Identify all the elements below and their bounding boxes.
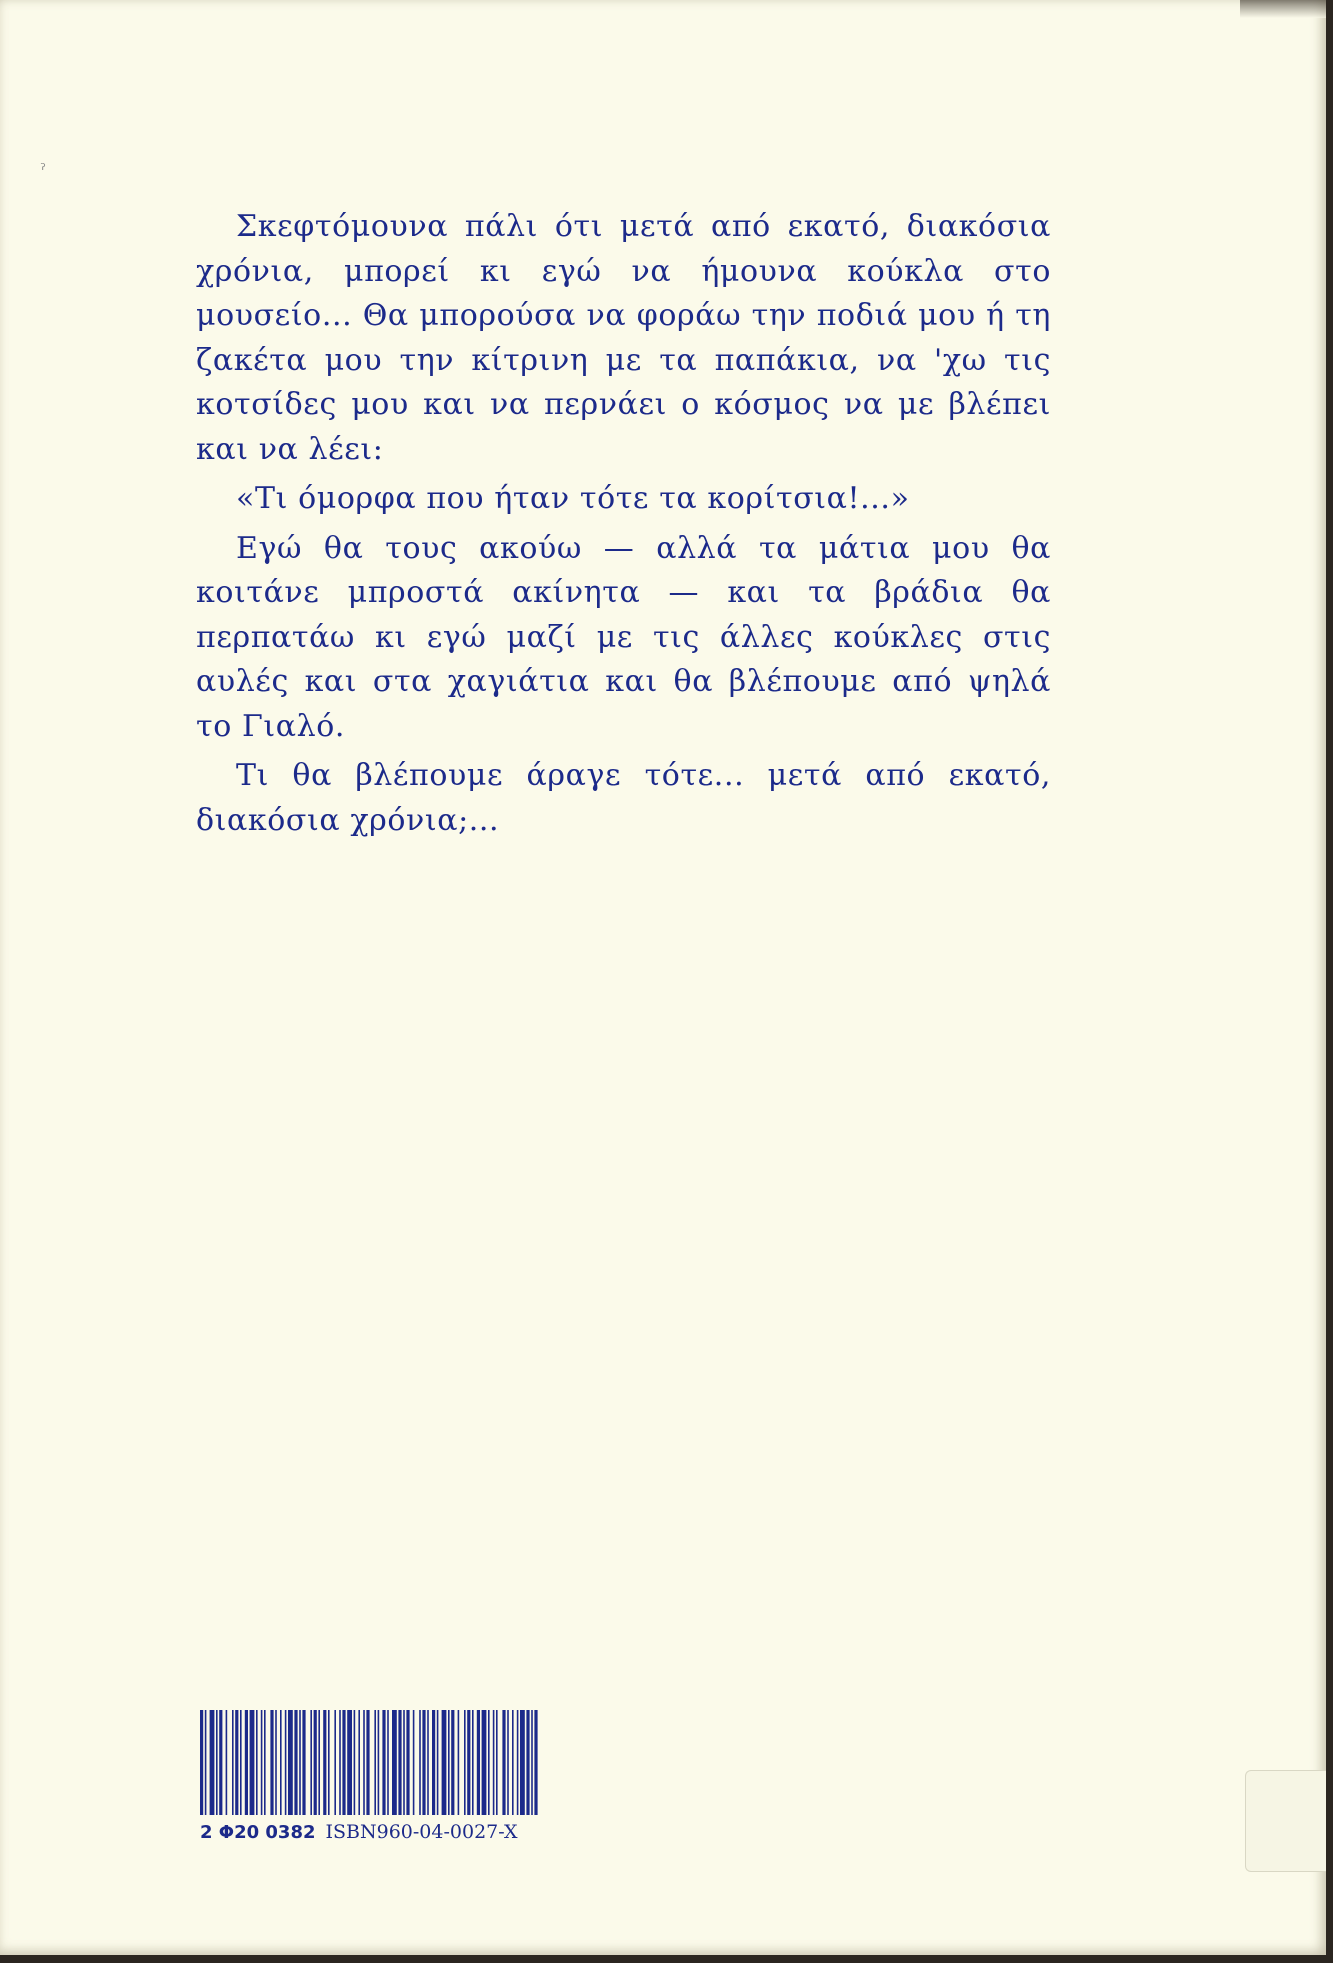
barcode-bar xyxy=(437,1710,439,1815)
barcode-bar xyxy=(354,1710,356,1815)
barcode-bar xyxy=(387,1710,389,1815)
barcode-bar xyxy=(270,1710,273,1815)
barcode-bar xyxy=(496,1710,498,1815)
barcode-bar xyxy=(534,1710,537,1815)
barcode-bar xyxy=(288,1710,293,1815)
barcode-bar xyxy=(403,1710,405,1815)
blurb-text xyxy=(196,205,1051,848)
price-sticker-remnant xyxy=(1245,1770,1326,1872)
barcode-bar xyxy=(427,1710,429,1815)
barcode-bar xyxy=(210,1710,215,1815)
isbn-text: ISBN960-04-0027-X xyxy=(325,1821,518,1843)
barcode-bar xyxy=(512,1710,514,1815)
barcode-bar xyxy=(216,1710,218,1815)
barcode-bar xyxy=(256,1710,258,1815)
barcode-bar xyxy=(314,1710,317,1815)
barcode-bar xyxy=(507,1710,509,1815)
blurb-paragraph-4: Τι θα βλέπουμε άραγε τότε... μετά από εκατό, διακόσια χρόνια;... xyxy=(196,758,1051,838)
barcode-bar xyxy=(422,1710,425,1815)
barcode-bar xyxy=(413,1710,415,1815)
barcode-bar xyxy=(250,1710,255,1815)
barcode-bar xyxy=(285,1710,287,1815)
barcode-bar xyxy=(458,1710,460,1815)
barcode-bar xyxy=(464,1710,466,1815)
blurb-paragraph-3: Εγώ θα τους ακούω — αλλά τα μάτια μου θα κοιτάνε μπροστά ακίνητα — και τα βράδια θα περπατάω κι εγώ μαζί με τις άλλες κούκλες στις αυλές και στα χαγιάτια και θα βλέπουμε από ψηλά το Γιαλό. xyxy=(196,530,1051,744)
barcode-bar xyxy=(482,1710,487,1815)
barcode-bar xyxy=(472,1710,474,1815)
barcode-bar xyxy=(488,1710,490,1815)
barcode-bar xyxy=(302,1710,305,1815)
barcode-bar xyxy=(240,1710,242,1815)
barcode-bar xyxy=(467,1710,470,1815)
barcode-icon xyxy=(200,1710,540,1815)
barcode-bar xyxy=(398,1710,401,1815)
barcode-bar xyxy=(374,1710,376,1815)
barcode-bar xyxy=(363,1710,365,1815)
barcode-bar xyxy=(358,1710,360,1815)
barcode-bar xyxy=(477,1710,480,1815)
barcode-bar xyxy=(520,1710,525,1815)
barcode-bar xyxy=(347,1710,352,1815)
barcode-bar xyxy=(232,1710,234,1815)
barcode-block xyxy=(200,1710,550,1843)
barcode-bar xyxy=(226,1710,228,1815)
blurb-paragraph-2: «Τι όμορφα που ήταν τότε τα κορίτσια!...» xyxy=(236,481,910,516)
barcode-bar xyxy=(323,1710,326,1815)
barcode-bar xyxy=(275,1710,277,1815)
barcode-bar xyxy=(339,1710,341,1815)
barcode-bar xyxy=(392,1710,397,1815)
barcode-bar xyxy=(517,1710,519,1815)
barcode-bar xyxy=(294,1710,297,1815)
barcode-bar xyxy=(334,1710,336,1815)
barcode-bar xyxy=(502,1710,505,1815)
barcode-bar xyxy=(366,1710,369,1815)
barcode-code-number: 2 Φ20 0382 xyxy=(200,1822,316,1843)
barcode-bar xyxy=(310,1710,312,1815)
barcode-bar xyxy=(526,1710,529,1815)
paper-speck: ˀ xyxy=(40,160,46,179)
barcode-bar xyxy=(205,1710,207,1815)
barcode-bar xyxy=(235,1710,238,1815)
barcode-bar xyxy=(318,1710,320,1815)
barcode-bar xyxy=(448,1710,450,1815)
cover-wear-edge xyxy=(1240,0,1326,18)
barcode-bar xyxy=(382,1710,385,1815)
barcode-bar xyxy=(451,1710,454,1815)
barcode-bar xyxy=(264,1710,266,1815)
barcode-bar xyxy=(261,1710,263,1815)
barcode-bar xyxy=(200,1710,203,1815)
barcode-caption xyxy=(200,1821,550,1843)
barcode-bar xyxy=(280,1710,282,1815)
barcode-bar xyxy=(432,1710,435,1815)
barcode-bar xyxy=(342,1710,345,1815)
barcode-bar xyxy=(442,1710,447,1815)
barcode-bar xyxy=(328,1710,330,1815)
barcode-bar xyxy=(406,1710,409,1815)
barcode-bar xyxy=(378,1710,380,1815)
barcode-bar xyxy=(531,1710,533,1815)
blurb-paragraph-1: Σκεφτόμουνα πάλι ότι μετά από εκατό, διακόσια χρόνια, μπορεί κι εγώ να ήμουνα κούκλα στο μουσείο... Θα μπορούσα να φοράω την ποδιά μου ή τη ζακέτα μου την κίτρινη με τα παπάκια, να 'χω τις κοτσίδες μου και να περνάει ο κόσμος να με βλέπει και να λέει: xyxy=(196,209,1051,467)
barcode-bar xyxy=(299,1710,301,1815)
barcode-bar xyxy=(493,1710,495,1815)
barcode-bar xyxy=(245,1710,248,1815)
barcode-bar xyxy=(419,1710,421,1815)
barcode-bar xyxy=(219,1710,222,1815)
